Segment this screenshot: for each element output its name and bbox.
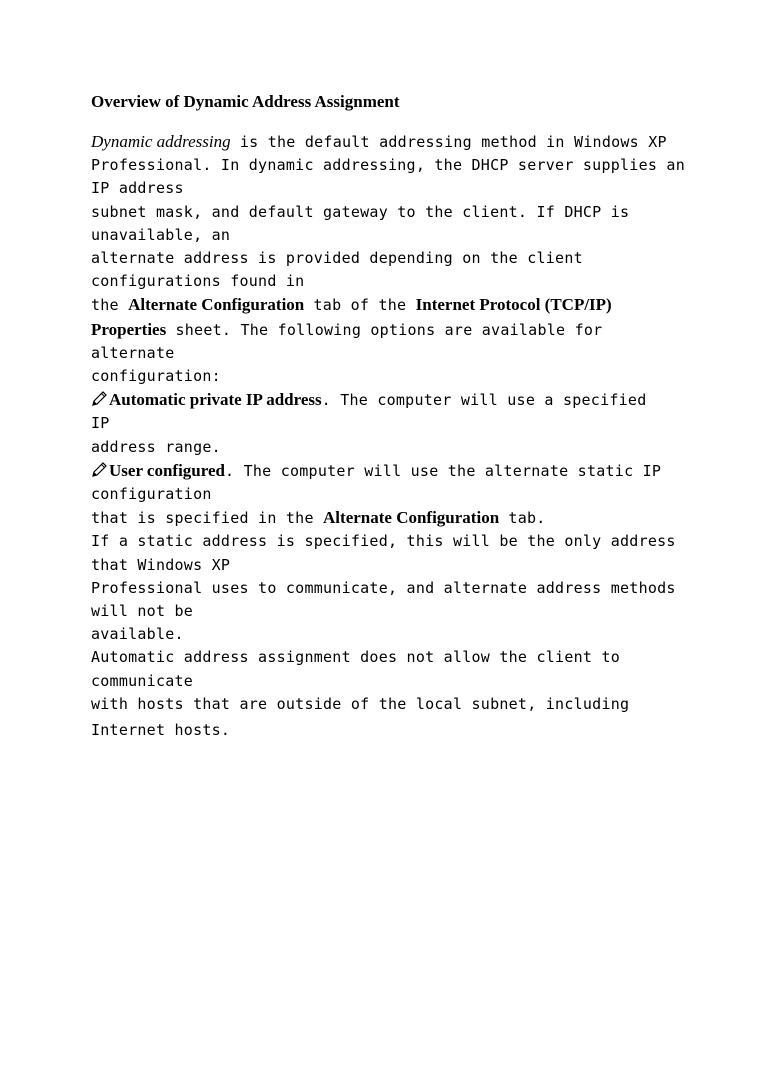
text-line	[91, 130, 731, 154]
text-line: alternate address is provided depending on the client	[91, 249, 583, 268]
text-line: configuration:	[91, 367, 221, 386]
text-line: Internet hosts.	[91, 721, 231, 740]
option-label: User configured	[109, 460, 226, 480]
text-line: alternate	[91, 343, 175, 362]
text-line	[91, 318, 731, 342]
text-line	[91, 388, 731, 412]
text-line: Professional uses to communicate, and alternate address methods	[91, 578, 676, 597]
text-line: IP address	[91, 179, 184, 198]
text-span: tab.	[499, 509, 546, 528]
text-line: available.	[91, 625, 184, 644]
term-alternate-configuration: Alternate Configuration	[128, 295, 305, 315]
option-automatic-private-ip	[91, 388, 731, 459]
text-span: that is specified in the	[91, 509, 324, 528]
term-alternate-configuration: Alternate Configuration	[323, 508, 500, 528]
option-label: Automatic private IP address	[109, 390, 322, 410]
text-line	[91, 293, 731, 317]
text-line: will not be	[91, 602, 194, 621]
text-span: tab of the	[304, 296, 416, 315]
text-span: . The computer will use a specified	[321, 391, 647, 410]
text-span: is the default addressing method in Windows XP	[230, 133, 667, 151]
option-user-configured	[91, 459, 731, 531]
text-line: Automatic address assignment does not allow the client to	[91, 648, 621, 667]
text-line: subnet mask, and default gateway to the client. If DHCP is	[91, 202, 630, 221]
pencil-icon	[91, 462, 109, 478]
document-page	[91, 91, 731, 742]
term-dynamic-addressing: Dynamic addressing	[91, 132, 231, 151]
text-line	[91, 506, 731, 530]
document-title: Overview of Dynamic Address Assignment	[91, 92, 400, 111]
text-line: address range.	[91, 437, 221, 456]
text-line: with hosts that are outside of the local subnet, including	[91, 694, 630, 713]
text-line: unavailable, an	[91, 225, 231, 244]
paragraph-static-address	[91, 530, 731, 646]
paragraph-dynamic-addressing	[91, 130, 731, 388]
text-span: sheet. The following options are available for	[166, 320, 603, 339]
text-line: Professional. In dynamic addressing, the DHCP server supplies an	[91, 156, 685, 175]
text-line: communicate	[91, 671, 194, 690]
text-line: IP	[91, 414, 110, 433]
text-line: If a static address is specified, this will be the only address	[91, 532, 676, 551]
term-internet-protocol: Internet Protocol (TCP/IP)	[415, 295, 612, 315]
text-span: the	[91, 296, 129, 315]
term-properties: Properties	[91, 319, 167, 339]
pencil-icon	[91, 391, 109, 407]
text-line: that Windows XP	[91, 555, 231, 574]
text-line: configuration	[91, 485, 212, 504]
paragraph-automatic-assignment	[91, 646, 731, 742]
text-span: . The computer will use the alternate static IP	[225, 461, 662, 480]
text-line	[91, 459, 731, 483]
text-line: configurations found in	[91, 272, 305, 291]
